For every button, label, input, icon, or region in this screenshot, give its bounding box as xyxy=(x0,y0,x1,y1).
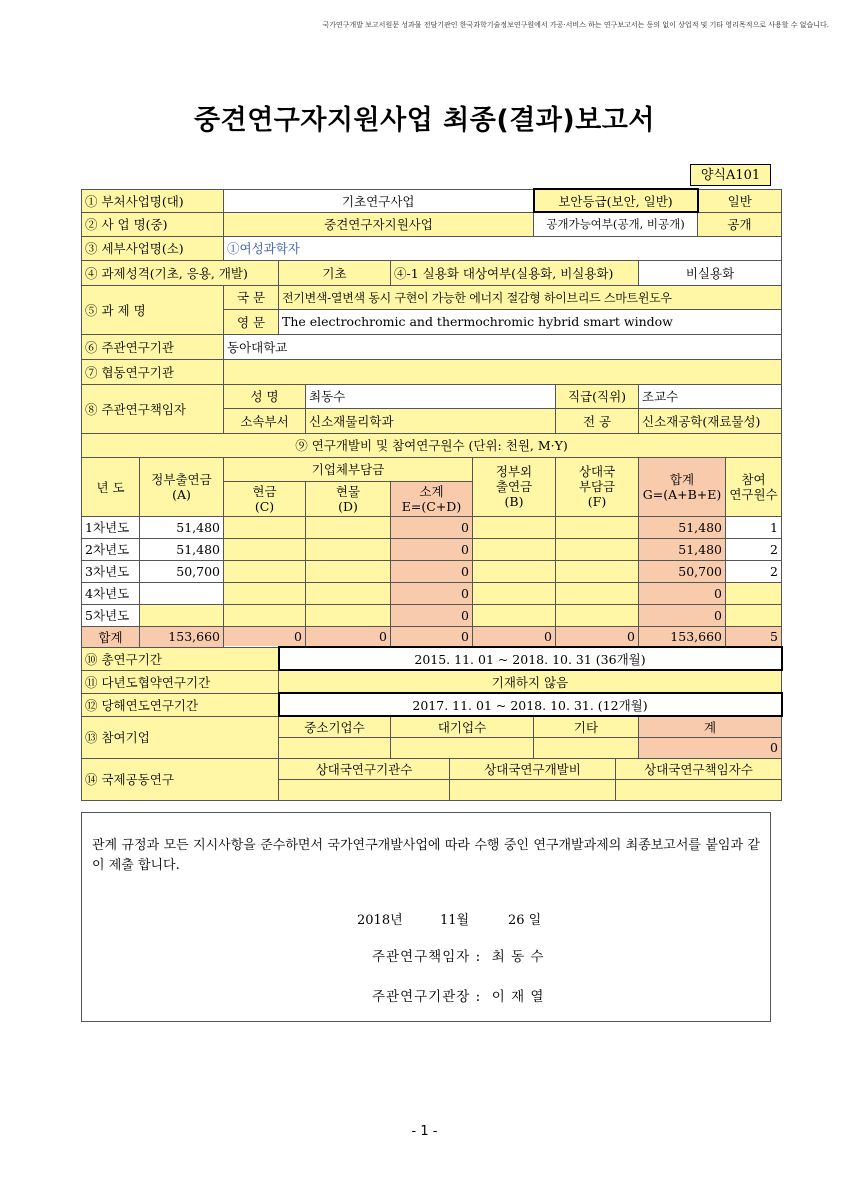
other-gov-cell xyxy=(473,516,556,538)
institution-head-name: 이 재 열 xyxy=(491,989,545,1005)
total-period-label: ⑩ 총연구기간 xyxy=(82,647,279,670)
gov-fund-header: 정부출연금 (A) xyxy=(140,457,224,516)
budget-row xyxy=(82,516,782,538)
sme-count-header: 중소기업수 xyxy=(279,716,391,737)
declaration-text: 관계 규정과 모든 지시사항을 준수하면서 국가연구개발사업에 따라 수행 중인 연구개발과제의 최종보고서를 붙임과 같이 제출 합니다. xyxy=(92,838,760,873)
sum-cash: 0 xyxy=(224,626,306,647)
sum-total: 153,660 xyxy=(639,626,726,647)
company-sum-header: 계 xyxy=(639,716,782,737)
subtotal-cell: 0 xyxy=(391,560,473,582)
partner-cell xyxy=(556,560,639,582)
sub-program-label: ③ 세부사업명(소) xyxy=(82,236,224,260)
gov-cell: 51,480 xyxy=(140,516,224,538)
business-name-value: 기초연구사업 xyxy=(224,189,534,212)
partner-cell xyxy=(556,538,639,560)
kind-cell xyxy=(306,516,391,538)
gov-cell xyxy=(140,604,224,626)
sum-other-gov: 0 xyxy=(473,626,556,647)
total-period-value: 2015. 11. 01 ~ 2018. 10. 31 (36개월) xyxy=(279,647,782,670)
other-gov-cell xyxy=(473,538,556,560)
public-value: 공개 xyxy=(698,212,782,236)
partner-fund-header: 상대국 부담금 (F) xyxy=(556,457,639,516)
current-year-period-value: 2017. 11. 01 ~ 2018. 10. 31. (12개월) xyxy=(279,693,782,716)
sme-count-value xyxy=(279,737,391,758)
other-company-value xyxy=(534,737,639,758)
task-type-value: 기초 xyxy=(279,260,391,285)
english-title-value: The electrochromic and thermochromic hybrid smart window xyxy=(279,309,782,334)
participating-companies-label: ⑬ 참여기업 xyxy=(82,716,279,758)
copyright-notice: 국가연구개발 보고서원문 성과물 전담기관인 한국과학기술정보연구원에서 가공·서비스 하는 연구보고서는 동의 없이 상업적 및 기타 영리목적으로 사용할 수 없습니다. xyxy=(322,21,829,29)
other-gov-cell xyxy=(473,604,556,626)
kind-cell xyxy=(306,582,391,604)
lead-institution-value: 동아대학교 xyxy=(224,334,782,359)
program-name-value: 중견연구자지원사업 xyxy=(224,212,534,236)
total-cell: 51,480 xyxy=(639,538,726,560)
cash-cell xyxy=(224,582,306,604)
multi-year-period-label: ⑪ 다년도협약연구기간 xyxy=(82,670,279,693)
lead-researcher-signature xyxy=(372,945,544,965)
budget-row xyxy=(82,582,782,604)
partner-cell xyxy=(556,582,639,604)
program-name-label: ② 사 업 명(중) xyxy=(82,212,224,236)
cash-cell xyxy=(224,516,306,538)
company-fund-header: 기업체부담금 xyxy=(224,457,473,481)
budget-heading: ⑨ 연구개발비 및 참여연구원수 (단위: 천원, M·Y) xyxy=(82,433,782,457)
subtotal-cell: 0 xyxy=(391,516,473,538)
total-header: 합계 G=(A+B+E) xyxy=(639,457,726,516)
partner-lead-value xyxy=(616,779,782,800)
security-value: 일반 xyxy=(698,189,782,212)
institution-head-label: 주관연구기관장 : xyxy=(372,989,482,1005)
date-month: 11월 xyxy=(440,913,470,928)
budget-row xyxy=(82,604,782,626)
pi-dept-label: 소속부서 xyxy=(224,408,306,433)
company-sum-value: 0 xyxy=(639,737,782,758)
year-cell: 4차년도 xyxy=(82,582,140,604)
year-header: 년 도 xyxy=(82,457,140,516)
date-year: 2018년 xyxy=(357,913,403,928)
form-number: 양식A101 xyxy=(690,164,771,186)
other-company-header: 기타 xyxy=(534,716,639,737)
sum-partner: 0 xyxy=(556,626,639,647)
page-title: 중견연구자지원사업 최종(결과)보고서 xyxy=(194,105,655,136)
researchers-cell: 2 xyxy=(726,538,782,560)
pi-major-label: 전 공 xyxy=(556,408,639,433)
security-label: 보안등급(보안, 일반) xyxy=(534,189,698,212)
lead-researcher-name: 최 동 수 xyxy=(491,949,545,965)
kind-cell xyxy=(306,538,391,560)
multi-year-period-value: 기재하지 않음 xyxy=(279,670,782,693)
budget-row xyxy=(82,538,782,560)
lead-institution-label: ⑥ 주관연구기관 xyxy=(82,334,224,359)
year-cell: 2차년도 xyxy=(82,538,140,560)
page-number: - 1 - xyxy=(411,1124,438,1139)
cash-header: 현금 (C) xyxy=(224,481,306,516)
sum-label: 합계 xyxy=(82,626,140,647)
pi-name-value: 최동수 xyxy=(306,384,556,408)
date-day: 26 일 xyxy=(508,913,542,928)
korean-title-value: 전기변색-열변색 동시 구현이 가능한 에너지 절감형 하이브리드 스마트윈도우 xyxy=(279,285,782,309)
large-company-value xyxy=(391,737,534,758)
sum-kind: 0 xyxy=(306,626,391,647)
sub-program-value: ①여성과학자 xyxy=(224,236,782,260)
lead-researcher-label: 주관연구책임자 : xyxy=(372,949,482,965)
gov-cell: 50,700 xyxy=(140,560,224,582)
public-label: 공개가능여부(공개, 비공개) xyxy=(534,212,698,236)
budget-sum-row xyxy=(82,626,782,647)
pi-position-value: 조교수 xyxy=(639,384,782,408)
sum-researchers: 5 xyxy=(726,626,782,647)
subtotal-header: 소계 E=(C+D) xyxy=(391,481,473,516)
researchers-header: 참여 연구원수 xyxy=(726,457,782,516)
subtotal-cell: 0 xyxy=(391,582,473,604)
task-type-label: ④ 과제성격(기초, 응용, 개발) xyxy=(82,260,279,285)
other-gov-cell xyxy=(473,582,556,604)
cooperating-institution-label: ⑦ 협동연구기관 xyxy=(82,359,224,384)
cash-cell xyxy=(224,538,306,560)
korean-title-label: 국 문 xyxy=(224,285,279,309)
institution-head-signature xyxy=(372,985,544,1005)
large-company-header: 대기업수 xyxy=(391,716,534,737)
subtotal-cell: 0 xyxy=(391,604,473,626)
other-gov-header: 정부외 출연금 (B) xyxy=(473,457,556,516)
pi-name-label: 성 명 xyxy=(224,384,306,408)
partner-cell xyxy=(556,604,639,626)
gov-cell: 51,480 xyxy=(140,538,224,560)
principal-investigator-label: ⑧ 주관연구책임자 xyxy=(82,384,224,433)
researchers-cell xyxy=(726,582,782,604)
total-cell: 51,480 xyxy=(639,516,726,538)
gov-cell xyxy=(140,582,224,604)
in-kind-header: 현물 (D) xyxy=(306,481,391,516)
subtotal-cell: 0 xyxy=(391,538,473,560)
year-cell: 1차년도 xyxy=(82,516,140,538)
declaration-box xyxy=(81,812,771,1022)
pi-position-label: 직급(직위) xyxy=(556,384,639,408)
business-name-label: ① 부처사업명(대) xyxy=(82,189,224,212)
pi-major-value: 신소재공학(재료물성) xyxy=(639,408,782,433)
researchers-cell: 1 xyxy=(726,516,782,538)
international-research-label: ⑭ 국제공동연구 xyxy=(82,758,279,800)
sum-gov: 153,660 xyxy=(140,626,224,647)
budget-row xyxy=(82,560,782,582)
practical-label: ④-1 실용화 대상여부(실용화, 비실용화) xyxy=(391,260,639,285)
kind-cell xyxy=(306,560,391,582)
kind-cell xyxy=(306,604,391,626)
year-cell: 5차년도 xyxy=(82,604,140,626)
english-title-label: 영 문 xyxy=(224,309,279,334)
sum-subtotal: 0 xyxy=(391,626,473,647)
cash-cell xyxy=(224,560,306,582)
cooperating-institution-value xyxy=(224,359,782,384)
total-cell: 0 xyxy=(639,582,726,604)
other-gov-cell xyxy=(473,560,556,582)
partner-institution-header: 상대국연구기관수 xyxy=(279,758,450,779)
researchers-cell xyxy=(726,604,782,626)
partner-funding-value xyxy=(450,779,616,800)
partner-lead-header: 상대국연구책임자수 xyxy=(616,758,782,779)
report-table xyxy=(81,188,783,801)
cash-cell xyxy=(224,604,306,626)
partner-cell xyxy=(556,516,639,538)
total-cell: 50,700 xyxy=(639,560,726,582)
current-year-period-label: ⑫ 당해연도연구기간 xyxy=(82,693,279,716)
practical-value: 비실용화 xyxy=(639,260,782,285)
researchers-cell: 2 xyxy=(726,560,782,582)
pi-dept-value: 신소재물리학과 xyxy=(306,408,556,433)
project-title-label: ⑤ 과 제 명 xyxy=(82,285,224,334)
partner-institution-value xyxy=(279,779,450,800)
partner-funding-header: 상대국연구개발비 xyxy=(450,758,616,779)
total-cell: 0 xyxy=(639,604,726,626)
year-cell: 3차년도 xyxy=(82,560,140,582)
